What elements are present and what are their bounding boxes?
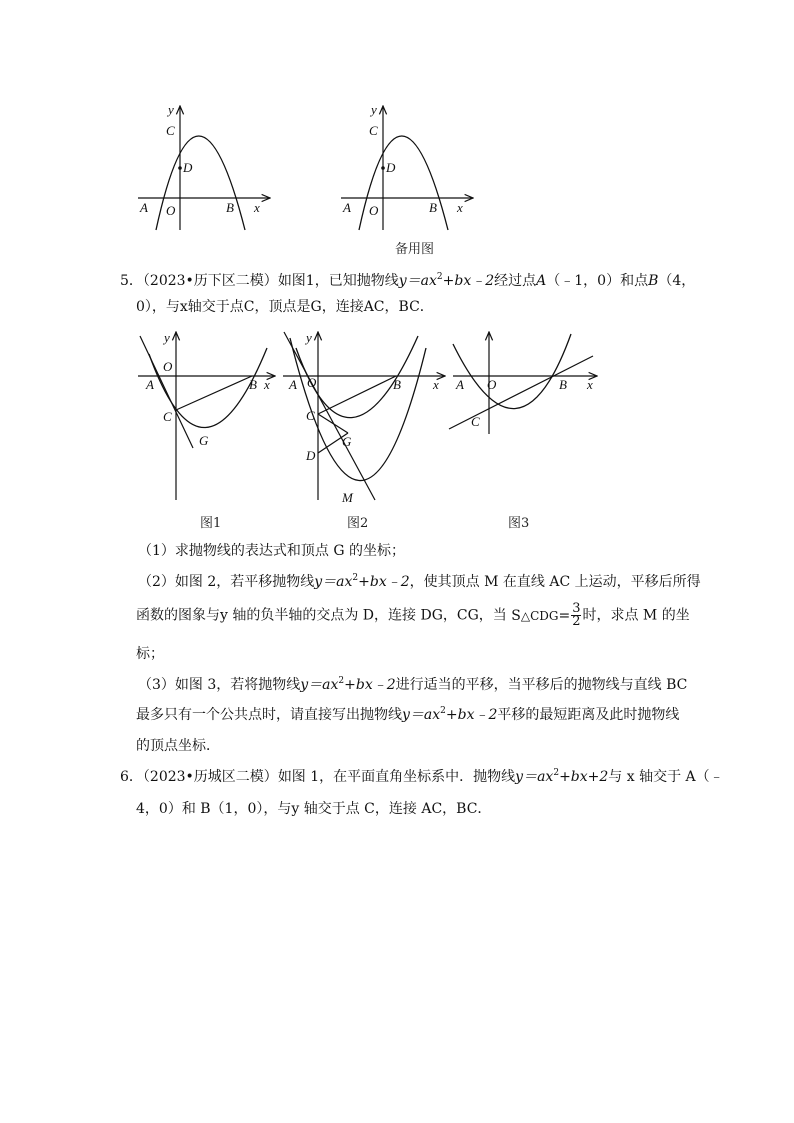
q3-text: 平移的最短距离及此时抛物线 bbox=[497, 707, 680, 723]
problem5-text: 和点 bbox=[620, 273, 649, 289]
label-o: O bbox=[163, 359, 173, 374]
label-x: x bbox=[254, 200, 260, 215]
exponent: 2 bbox=[553, 768, 560, 778]
top-right-figure bbox=[333, 100, 483, 235]
label-d: D bbox=[306, 448, 316, 463]
area-subscript: △CDG bbox=[520, 608, 559, 623]
problem5-question3-line3: 的顶点坐标． bbox=[136, 738, 220, 754]
problem5-number: 5． bbox=[120, 273, 143, 289]
problem6-source: （2023•历城区二模） bbox=[142, 769, 278, 785]
q2-text: 时，求点 M 的坐 bbox=[582, 607, 690, 624]
figure-2-caption: 图2 bbox=[347, 516, 369, 531]
label-b: B bbox=[559, 377, 567, 392]
equation-tail: +bx﹣2 bbox=[344, 677, 396, 693]
fraction-numerator: 3 bbox=[572, 601, 581, 616]
point-b: B bbox=[648, 273, 659, 289]
area-symbol: S bbox=[511, 607, 521, 624]
label-x: x bbox=[433, 377, 439, 392]
equation-tail: +bx﹣2 bbox=[442, 273, 495, 289]
label-b: B bbox=[429, 200, 437, 215]
problem6-text: 如图 1，在平面直角坐标系中．抛物线 bbox=[277, 769, 516, 785]
label-o: O bbox=[166, 203, 176, 218]
equation: y＝ax bbox=[398, 273, 437, 289]
q2-text: ，使其顶点 M 在直线 AC 上运动，平移后所得 bbox=[409, 574, 701, 590]
label-a: A bbox=[146, 377, 154, 392]
point-a: A bbox=[536, 273, 547, 289]
label-y: y bbox=[164, 330, 170, 345]
label-c: C bbox=[306, 408, 315, 423]
q3-text: 最多只有一个公共点时，请直接写出抛物线 bbox=[136, 707, 402, 723]
label-c: C bbox=[471, 414, 480, 429]
equals-sign: = bbox=[558, 607, 571, 624]
problem5-question2-line1 bbox=[138, 572, 701, 592]
label-c: C bbox=[369, 123, 378, 138]
label-a: A bbox=[140, 200, 148, 215]
fraction-denominator: 2 bbox=[572, 614, 581, 629]
figure-3-caption: 图3 bbox=[508, 516, 530, 531]
label-y: y bbox=[168, 102, 174, 117]
equation: y＝ax bbox=[300, 677, 339, 693]
q2-text: （2）如图 2，若平移抛物线 bbox=[138, 574, 315, 590]
exponent: 2 bbox=[440, 706, 446, 716]
line-ac bbox=[284, 332, 375, 500]
top-left-figure bbox=[130, 100, 280, 235]
problem5-line1 bbox=[120, 271, 696, 291]
problem5-text: 如图1，已知抛物线 bbox=[277, 273, 399, 289]
label-b: B bbox=[249, 377, 257, 392]
problem5-question3-line1 bbox=[138, 675, 687, 695]
point-d bbox=[178, 166, 182, 170]
label-d: D bbox=[386, 160, 396, 175]
label-g: G bbox=[199, 433, 209, 448]
figure-3 bbox=[445, 328, 605, 438]
point-a-coords: （﹣1，0） bbox=[546, 273, 621, 289]
label-o: O bbox=[369, 203, 379, 218]
label-x: x bbox=[264, 377, 270, 392]
figure-2 bbox=[278, 328, 453, 508]
label-x: x bbox=[457, 200, 463, 215]
problem6-text: 与 x 轴交于 A（﹣ bbox=[608, 769, 724, 785]
problem5-text: 经过点 bbox=[494, 273, 537, 289]
exponent: 2 bbox=[338, 676, 345, 686]
label-x: x bbox=[587, 377, 593, 392]
equation-tail: +bx﹣2 bbox=[358, 574, 410, 590]
line-bc bbox=[176, 376, 252, 410]
figure-1-caption: 图1 bbox=[200, 516, 222, 531]
problem6-line1 bbox=[120, 767, 724, 787]
figure-1 bbox=[133, 328, 283, 508]
label-b: B bbox=[393, 377, 401, 392]
label-o: O bbox=[307, 375, 317, 390]
equation: y＝ax bbox=[402, 707, 441, 723]
problem6-line2: 4，0）和 B（1，0），与y 轴交于点 C，连接 AC，BC． bbox=[136, 801, 492, 817]
label-c: C bbox=[166, 123, 175, 138]
area-expression bbox=[511, 601, 582, 629]
label-o: O bbox=[487, 377, 497, 392]
backup-figure-caption: 备用图 bbox=[395, 242, 435, 257]
label-b: B bbox=[226, 200, 234, 215]
exponent: 2 bbox=[352, 573, 359, 583]
exponent: 2 bbox=[436, 272, 443, 282]
point-d bbox=[381, 166, 385, 170]
label-a: A bbox=[343, 200, 351, 215]
q3-text: （3）如图 3，若将抛物线 bbox=[138, 677, 301, 693]
problem5-question2-line2 bbox=[136, 603, 690, 628]
problem5-source: （2023•历下区二模） bbox=[142, 273, 278, 289]
line-ac bbox=[140, 336, 193, 448]
problem6-number: 6． bbox=[120, 769, 143, 785]
label-y: y bbox=[371, 102, 377, 117]
equation-tail: +bx﹣2 bbox=[445, 707, 498, 723]
q3-text: 进行适当的平移，当平移后的抛物线与直线 BC bbox=[395, 677, 688, 693]
problem5-question1: （1）求抛物线的表达式和顶点 G 的坐标； bbox=[138, 543, 405, 559]
label-y: y bbox=[306, 330, 312, 345]
label-d: D bbox=[183, 160, 193, 175]
label-g: G bbox=[342, 434, 352, 449]
equation-tail: +bx+2 bbox=[559, 769, 609, 785]
equation: y＝ax bbox=[515, 769, 554, 785]
label-a: A bbox=[456, 377, 464, 392]
label-m: M bbox=[342, 490, 353, 505]
q2-text: 函数的图象与y 轴的负半轴的交点为 D，连接 DG，CG，当 bbox=[136, 607, 507, 624]
problem5-question2-line3: 标； bbox=[136, 646, 164, 662]
label-c: C bbox=[163, 409, 172, 424]
problem5-text: （4， bbox=[658, 273, 696, 289]
equation: y＝ax bbox=[314, 574, 353, 590]
fraction bbox=[571, 603, 581, 628]
problem5-question3-line2 bbox=[136, 705, 679, 725]
problem5-line2: 0），与x轴交于点C，顶点是G，连接AC，BC． bbox=[136, 299, 434, 315]
label-a: A bbox=[289, 377, 297, 392]
